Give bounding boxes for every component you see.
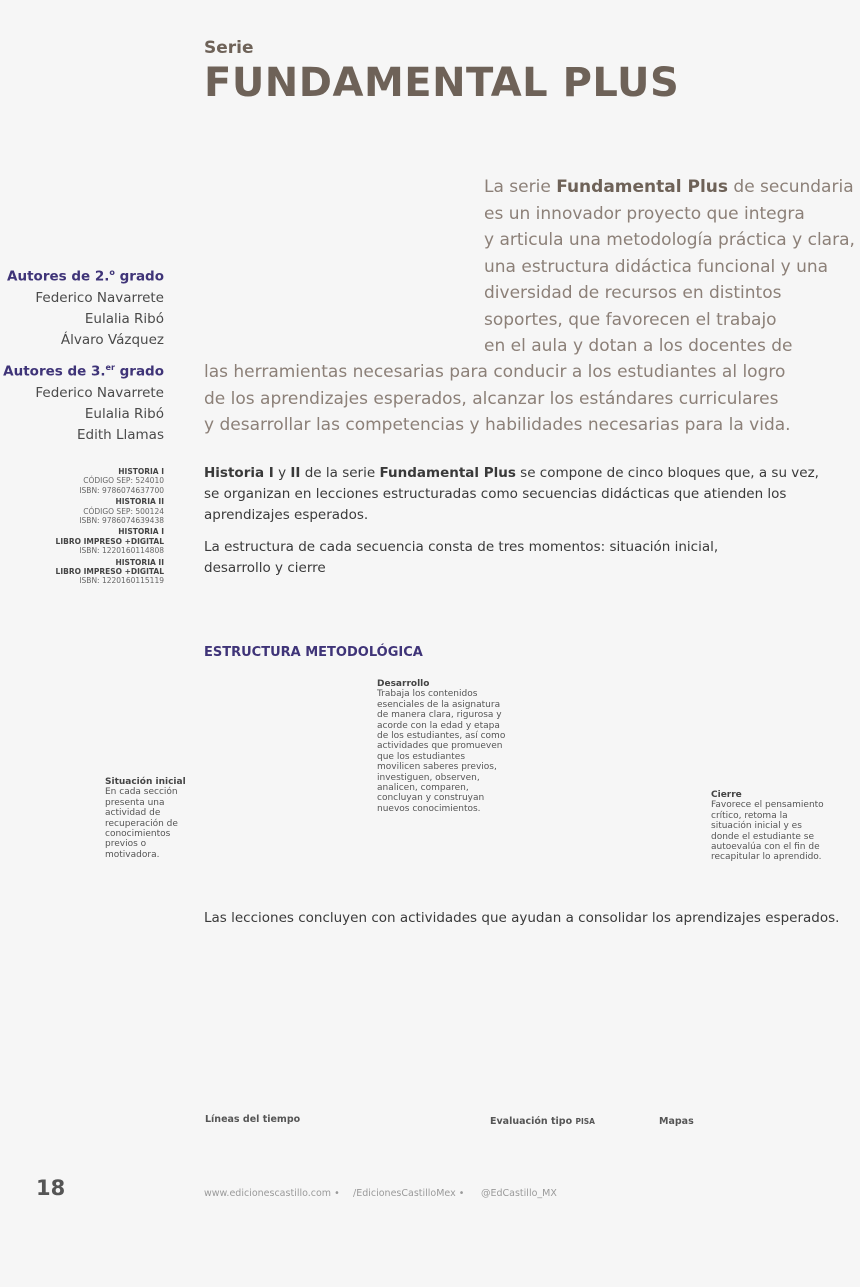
intro-paragraph-top: [484, 174, 855, 360]
feature-lineas-tiempo: Líneas del tiempo: [205, 1114, 301, 1125]
intro-line: La serie Fundamental Plus de secundaria: [484, 177, 854, 197]
intro-line: es un innovador proyecto que integra: [484, 203, 805, 224]
body-paragraph-1: Historia I y II de la serie Fundamental Plus se compone de cinco bloques que, a su vez, se organizan en lecciones estructuradas como secuencias didácticas que atienden los aprendizajes esperados.: [204, 465, 819, 523]
body-paragraph-3: Las lecciones concluyen con actividades que ayudan a consolidar los aprendizajes esperados.: [204, 910, 840, 926]
stage-desarrollo: Desarrollo Trabaja los contenidos esenciales de la asignatura de manera clara, rigurosa y acorde con la edad y etapa de los estudiantes, así como actividades que promueven que los estudiantes movilicen saberes previos, investiguen, observen, analicen, comparen, concluyan y construyan nuevos conocimientos.: [377, 679, 506, 814]
feature-evaluacion-pisa: Evaluación tipo PISA: [490, 1116, 595, 1127]
code-group: HISTORIA II CÓDIGO SEP: 500124 ISBN: 9786074639438: [79, 497, 164, 526]
intro-line: de los aprendizajes esperados, alcanzar los estándares curriculares: [204, 388, 779, 409]
author-name: Edith Llamas: [77, 426, 164, 443]
code-group: HISTORIA I CÓDIGO SEP: 524010 ISBN: 9786074637700: [79, 467, 164, 495]
footer-twitter[interactable]: @EdCastillo_MX: [481, 1188, 557, 1199]
stage-inicial: Situación inicial En cada sección presenta una actividad de recuperación de conocimientos previos o motivadora.: [105, 777, 186, 860]
intro-line: en el aula y dotan a los docentes de: [484, 336, 793, 356]
intro-line: las herramientas necesarias para conducir a los estudiantes al logro: [204, 362, 786, 382]
page-number: 18: [36, 1176, 66, 1200]
authors-grade-3: [3, 357, 164, 446]
footer-website[interactable]: www.edicionescastillo.com •: [204, 1188, 340, 1199]
author-name: Federico Navarrete: [35, 384, 164, 401]
intro-line: una estructura didáctica funcional y una: [484, 256, 829, 277]
author-name: Álvaro Vázquez: [60, 331, 164, 348]
stage-cierre: Cierre Favorece el pensamiento crítico, retoma la situación inicial y es donde el estudiante se autoevalúa con el fin de recapitular lo aprendido.: [711, 790, 824, 863]
authors-grade-2: [7, 262, 164, 351]
intro-line: y desarrollar las competencias y habilidades necesarias para la vida.: [204, 415, 791, 435]
series-label: Serie: [204, 38, 254, 58]
code-group: HISTORIA I LIBRO IMPRESO +DIGITAL ISBN: 1220160114808: [55, 527, 164, 556]
authors-heading: Autores de 2.$^o$ grado: [7, 268, 164, 285]
page-title: FUNDAMENTAL PLUS: [204, 60, 680, 106]
author-name: Federico Navarrete: [35, 289, 164, 306]
book-codes: [56, 467, 164, 588]
footer-facebook[interactable]: /EdicionesCastilloMex •: [353, 1188, 465, 1199]
author-name: Eulalia Ribó: [84, 310, 164, 327]
feature-mapas: Mapas: [659, 1116, 694, 1127]
code-group: HISTORIA II LIBRO IMPRESO +DIGITAL ISBN: 1220160115119: [55, 557, 164, 586]
intro-line: soportes, que favorecen el trabajo: [484, 309, 777, 330]
body-paragraph-2: La estructura de cada secuencia consta de tres momentos: situación inicial, desarrollo y cierre: [204, 539, 719, 576]
authors-heading: Autores de 3.$^{er}$ grado: [3, 363, 164, 380]
author-name: Eulalia Ribó: [84, 405, 164, 422]
structure-title: ESTRUCTURA METODOLÓGICA: [204, 645, 423, 660]
intro-line: y articula una metodología práctica y clara,: [484, 230, 855, 250]
intro-line: diversidad de recursos en distintos: [484, 283, 782, 303]
intro-paragraph-bottom: [204, 359, 791, 439]
